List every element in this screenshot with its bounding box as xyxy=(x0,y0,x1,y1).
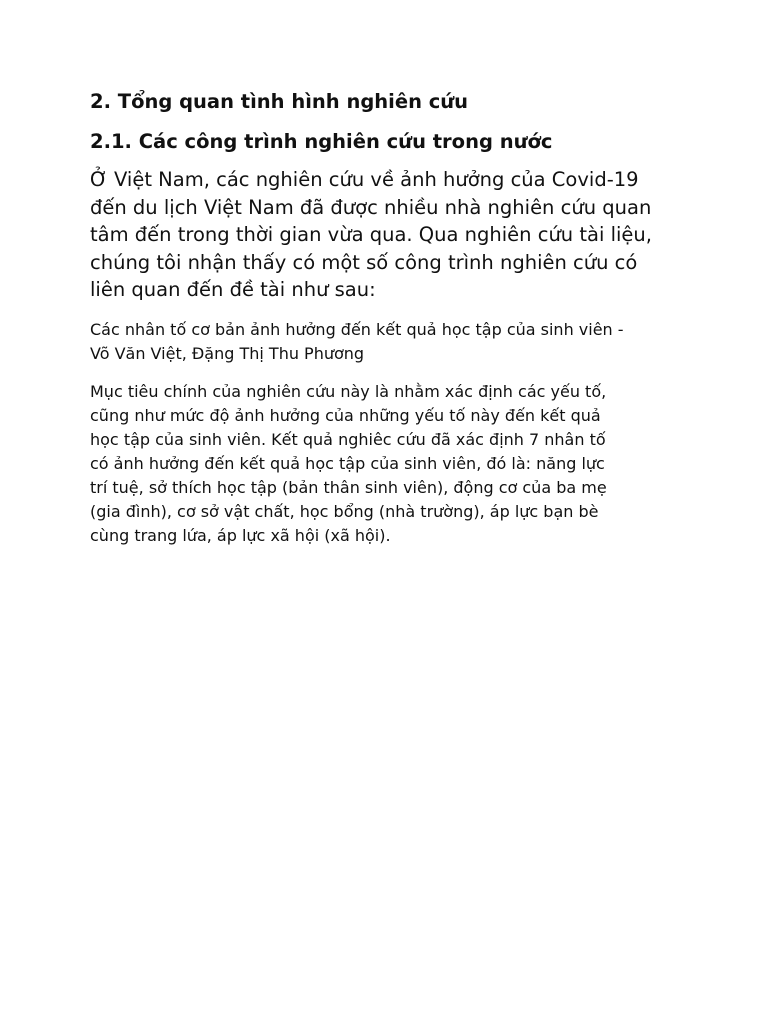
intro-paragraph: Ở Việt Nam, các nghiên cứu về ảnh hưởng của Covid-19 đến du lịch Việt Nam đã được nhiều nhà nghiên cứu quan tâm đến trong thời gian vừa qua. Qua nghiên cứu tài liệu, chúng tôi nhận thấy có một số công trình nghiên cứu có liên quan đến đề tài như sau: xyxy=(90,168,652,301)
document-content xyxy=(90,88,690,548)
section-heading: 2. Tổng quan tình hình nghiên cứu xyxy=(90,90,469,113)
study-title: Các nhân tố cơ bản ảnh hưởng đến kết quả học tập của sinh viên - Võ Văn Việt, Đặng Thị Thu Phương xyxy=(90,319,624,363)
subsection-heading: 2.1. Các công trình nghiên cứu trong nước xyxy=(90,130,553,153)
study-description: Mục tiêu chính của nghiên cứu này là nhằm xác định các yếu tố, cũng như mức độ ảnh hưởng của những yếu tố này đến kết quả học tập của sinh viên. Kết quả nghiêc cứu đã xác định 7 nhân tố có ảnh hưởng đến kết quả học tập của sinh viên, đó là: năng lực trí tuệ, sở thích học tập (bản thân sinh viên), động cơ của ba mẹ (gia đình), cơ sở vật chất, học bổng (nhà trường), áp lực bạn bè cùng trang lứa, áp lực xã hội (xã hội). xyxy=(90,381,607,545)
